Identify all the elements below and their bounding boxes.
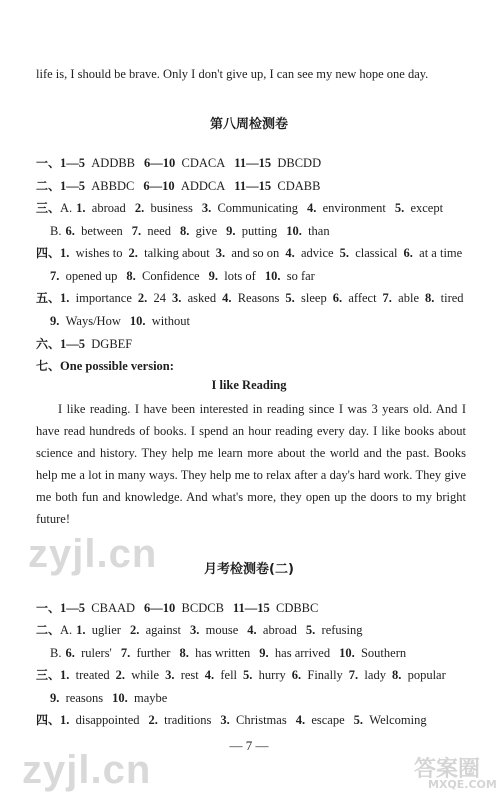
- answer-value: at a time: [412, 246, 463, 260]
- question-number: 6.: [65, 224, 75, 238]
- answer-row: [36, 336, 141, 352]
- answer-row: [36, 245, 468, 261]
- answer-value: asked: [181, 291, 217, 305]
- answer-value: business: [144, 201, 193, 215]
- answer-value: without: [145, 314, 190, 328]
- answer-value: Confidence: [135, 269, 200, 283]
- answer-value: hurry: [252, 668, 286, 682]
- answer-item: [60, 179, 134, 193]
- answer-item: [392, 668, 446, 682]
- answer-item: [216, 246, 280, 260]
- question-number: 2.: [129, 623, 140, 637]
- answer-value: DBCDD: [271, 156, 322, 170]
- question-number: 4.: [307, 201, 317, 215]
- question-number: 8.: [391, 668, 402, 682]
- answer-item: [65, 224, 122, 238]
- section-number: 四、: [36, 246, 61, 260]
- section-number: 二、: [36, 179, 61, 193]
- question-number: 6—10: [143, 179, 175, 193]
- question-number: 1.: [76, 201, 86, 215]
- answer-item: [60, 291, 132, 305]
- part-label: B.: [50, 646, 62, 660]
- question-number: 1—5: [60, 337, 86, 351]
- answer-item: [165, 668, 199, 682]
- answer-item: [222, 291, 279, 305]
- answer-value: disappointed: [69, 713, 140, 727]
- question-number: 8.: [126, 269, 136, 283]
- question-number: 1—5: [60, 179, 86, 193]
- answer-value: Ways/How: [59, 314, 121, 328]
- answer-value: ADDCA: [174, 179, 226, 193]
- answer-item: [202, 201, 298, 215]
- answer-item: [132, 224, 171, 238]
- question-number: 3.: [172, 291, 182, 305]
- question-number: 10.: [112, 691, 128, 705]
- answer-item: [76, 623, 121, 637]
- question-number: 9.: [50, 691, 60, 705]
- question-number: 6—10: [144, 601, 176, 615]
- answer-item: [50, 691, 103, 705]
- answer-item: [179, 646, 250, 660]
- answer-item: [296, 713, 345, 727]
- question-number: 7.: [382, 291, 392, 305]
- answer-value: against: [139, 623, 182, 637]
- answer-value: Southern: [354, 646, 407, 660]
- answer-item: [349, 668, 386, 682]
- question-number: One possible version:: [60, 359, 174, 373]
- answer-value: reasons: [59, 691, 104, 705]
- question-number: 2.: [148, 713, 158, 727]
- answer-item: [340, 246, 398, 260]
- answer-value: treated: [69, 668, 110, 682]
- watermark-top: zyjl.cn: [28, 532, 158, 576]
- answer-value: Reasons: [231, 291, 280, 305]
- question-number: 7.: [348, 668, 359, 682]
- question-number: 10.: [286, 224, 302, 238]
- answer-value: tired: [434, 291, 464, 305]
- answer-value: has written: [188, 646, 251, 660]
- section-number: 三、: [36, 201, 61, 215]
- answer-value: abroad: [85, 201, 126, 215]
- answer-item: [190, 623, 238, 637]
- question-number: 9.: [50, 314, 60, 328]
- answer-value: rulers': [74, 646, 112, 660]
- answer-item: [180, 224, 217, 238]
- question-number: 3.: [201, 201, 212, 215]
- answer-item: [265, 269, 315, 283]
- answer-value: Finally: [301, 668, 343, 682]
- answer-item: [259, 646, 330, 660]
- answer-value: escape: [305, 713, 345, 727]
- answer-row: [36, 268, 324, 284]
- answer-value: maybe: [127, 691, 168, 705]
- answer-item: [292, 668, 343, 682]
- question-number: 7.: [131, 224, 142, 238]
- answer-value: affect: [342, 291, 377, 305]
- answer-value: CDABB: [271, 179, 321, 193]
- answer-row: [36, 223, 339, 239]
- essay-title: I like Reading: [211, 378, 287, 392]
- answer-value: advice: [294, 246, 334, 260]
- answer-row: [36, 712, 436, 728]
- question-number: 1.: [60, 713, 70, 727]
- answer-item: [129, 246, 210, 260]
- monthly-title: 月考检测卷(二): [204, 562, 294, 577]
- question-number: 7.: [120, 646, 131, 660]
- answer-value: DGBEF: [85, 337, 133, 351]
- question-number: 9.: [208, 269, 218, 283]
- answer-item: [60, 337, 132, 351]
- answer-value: uglier: [85, 623, 121, 637]
- question-number: 11—15: [232, 601, 270, 615]
- answer-value: further: [130, 646, 171, 660]
- question-number: 4.: [204, 668, 215, 682]
- answer-item: [220, 713, 286, 727]
- answer-value: wishes to: [69, 246, 123, 260]
- question-number: 9.: [226, 224, 236, 238]
- section-number: 七、: [36, 359, 61, 373]
- answer-row: [36, 155, 330, 171]
- question-number: 5.: [353, 713, 364, 727]
- answer-row: [36, 622, 372, 638]
- question-number: 10.: [339, 646, 355, 660]
- answer-item: [126, 269, 199, 283]
- page-number: — 7 —: [229, 738, 269, 753]
- essay-body: I like reading. I have been interested in reading since I was 3 years old. And I have read hundreds of books. I spend an hour reading every day. I like books about science and history. They help me learn more about the world and the past. Books help me a lot in many ways. They help me to relax after a day's hard work. They give me both fun and knowledge. And what's more, they open up the doors to my bright future!: [36, 402, 466, 526]
- question-number: 6.: [65, 646, 75, 660]
- answer-item: [247, 623, 297, 637]
- question-number: 3.: [165, 668, 175, 682]
- part-label: A.: [60, 623, 73, 637]
- question-number: 5.: [305, 623, 316, 637]
- answer-value: able: [391, 291, 419, 305]
- answer-item: [285, 246, 333, 260]
- answer-item: [50, 269, 117, 283]
- section-number: 三、: [36, 668, 61, 682]
- answer-value: CDBBC: [269, 601, 319, 615]
- answer-value: classical: [348, 246, 398, 260]
- question-number: 5.: [243, 668, 253, 682]
- question-number: 8.: [425, 291, 435, 305]
- answer-row: [36, 313, 199, 329]
- answer-item: [76, 201, 126, 215]
- answer-value: putting: [235, 224, 278, 238]
- answer-item: [306, 623, 363, 637]
- answer-row: [36, 667, 452, 683]
- part-label: B.: [50, 224, 62, 238]
- answer-item: [209, 269, 256, 283]
- answer-value: popular: [401, 668, 446, 682]
- answer-item: [60, 668, 110, 682]
- answer-item: [60, 246, 123, 260]
- answer-item: [205, 668, 237, 682]
- question-number: 4.: [222, 291, 232, 305]
- question-number: 1.: [60, 291, 70, 305]
- watermark-corner-cn: 答案圈: [414, 757, 481, 782]
- answer-item: [383, 291, 419, 305]
- question-number: 10.: [264, 269, 281, 283]
- answer-item: [130, 314, 190, 328]
- question-number: 1.: [76, 623, 86, 637]
- answer-value: ABBDC: [85, 179, 135, 193]
- answer-value: ADDBB: [85, 156, 136, 170]
- answer-item: [60, 156, 135, 170]
- answer-value: traditions: [157, 713, 212, 727]
- answer-item: [130, 623, 181, 637]
- question-number: 1—5: [60, 156, 86, 170]
- question-number: 6.: [291, 668, 302, 682]
- question-number: 11—15: [234, 156, 272, 170]
- answer-value: and so on: [225, 246, 280, 260]
- answer-value: fell: [214, 668, 238, 682]
- answer-item: [333, 291, 377, 305]
- intro-line: life is, I should be brave. Only I don't give up, I can see my new hope one day.: [36, 67, 429, 81]
- answer-item: [226, 224, 277, 238]
- question-number: 4.: [247, 623, 257, 637]
- question-number: 8.: [179, 224, 190, 238]
- answer-row: [36, 290, 470, 306]
- answer-value: need: [141, 224, 171, 238]
- answer-value: talking about: [137, 246, 210, 260]
- answer-item: [116, 668, 159, 682]
- question-number: 2.: [134, 201, 145, 215]
- answer-row: [36, 600, 327, 616]
- answer-item: [60, 359, 174, 373]
- answer-item: [144, 601, 224, 615]
- answer-row: [36, 178, 329, 194]
- answer-row: [36, 690, 176, 706]
- answer-value: 24: [147, 291, 166, 305]
- answer-value: give: [189, 224, 218, 238]
- answer-value: importance: [69, 291, 132, 305]
- question-number: 5.: [394, 201, 405, 215]
- section-number: 五、: [36, 291, 61, 305]
- section-number: 一、: [36, 156, 61, 170]
- answer-item: [50, 314, 121, 328]
- answer-value: lady: [358, 668, 386, 682]
- section-number: 四、: [36, 713, 61, 727]
- question-number: 3.: [215, 246, 226, 260]
- question-number: 11—15: [234, 179, 272, 193]
- answer-item: [286, 224, 329, 238]
- answer-item: [172, 291, 216, 305]
- watermark-corner-en: MXQE.COM: [428, 778, 497, 791]
- answer-value: Christmas: [229, 713, 287, 727]
- answer-value: environment: [316, 201, 386, 215]
- answer-item: [112, 691, 167, 705]
- answer-item: [233, 601, 318, 615]
- section-number: 六、: [36, 337, 61, 351]
- question-number: 9.: [259, 646, 269, 660]
- answer-item: [143, 179, 225, 193]
- week8-title: 第八周检测卷: [209, 117, 288, 132]
- answer-item: [395, 201, 443, 215]
- watermark-bottom: zyjl.cn: [22, 748, 152, 792]
- question-number: 6.: [332, 291, 343, 305]
- answer-value: CBAAD: [85, 601, 136, 615]
- answer-row: [36, 200, 452, 216]
- answer-value: than: [301, 224, 330, 238]
- answer-item: [138, 291, 166, 305]
- question-number: 6—10: [144, 156, 176, 170]
- answer-item: [307, 201, 386, 215]
- answer-value: CDACA: [175, 156, 226, 170]
- answer-item: [60, 601, 135, 615]
- question-number: 5.: [285, 291, 295, 305]
- answer-value: between: [74, 224, 123, 238]
- answer-value: has arrived: [268, 646, 331, 660]
- answer-value: Communicating: [211, 201, 298, 215]
- answer-value: lots of: [217, 269, 256, 283]
- answer-row: [36, 358, 183, 374]
- question-number: 6.: [403, 246, 413, 260]
- answer-item: [234, 156, 321, 170]
- answer-value: while: [125, 668, 160, 682]
- question-number: 8.: [179, 646, 189, 660]
- answer-value: Welcoming: [363, 713, 427, 727]
- question-number: 2.: [115, 668, 126, 682]
- answer-value: except: [404, 201, 444, 215]
- answer-item: [149, 713, 212, 727]
- answer-item: [339, 646, 406, 660]
- answer-item: [285, 291, 326, 305]
- answer-row: [36, 645, 415, 661]
- answer-value: sleep: [294, 291, 327, 305]
- answer-value: BCDCB: [175, 601, 224, 615]
- question-number: 1.: [60, 246, 70, 260]
- answer-item: [404, 246, 463, 260]
- question-number: 4.: [295, 713, 306, 727]
- answer-item: [425, 291, 464, 305]
- question-number: 1—5: [60, 601, 86, 615]
- question-number: 2.: [128, 246, 138, 260]
- answer-item: [60, 713, 140, 727]
- answer-item: [234, 179, 320, 193]
- answer-value: abroad: [256, 623, 297, 637]
- answer-value: refusing: [315, 623, 363, 637]
- question-number: 10.: [129, 314, 146, 328]
- question-number: 3.: [220, 713, 230, 727]
- answer-value: rest: [174, 668, 199, 682]
- answer-value: mouse: [199, 623, 239, 637]
- answer-item: [65, 646, 111, 660]
- answer-item: [121, 646, 171, 660]
- question-number: 2.: [137, 291, 148, 305]
- answer-item: [135, 201, 193, 215]
- answer-item: [354, 713, 427, 727]
- answer-item: [243, 668, 286, 682]
- answer-item: [144, 156, 225, 170]
- section-number: 一、: [36, 601, 61, 615]
- question-number: 7.: [50, 269, 60, 283]
- answer-value: so far: [280, 269, 315, 283]
- question-number: 3.: [190, 623, 200, 637]
- question-number: 5.: [339, 246, 349, 260]
- part-label: A.: [60, 201, 73, 215]
- question-number: 1.: [60, 668, 70, 682]
- question-number: 4.: [285, 246, 295, 260]
- answer-value: opened up: [59, 269, 118, 283]
- section-number: 二、: [36, 623, 61, 637]
